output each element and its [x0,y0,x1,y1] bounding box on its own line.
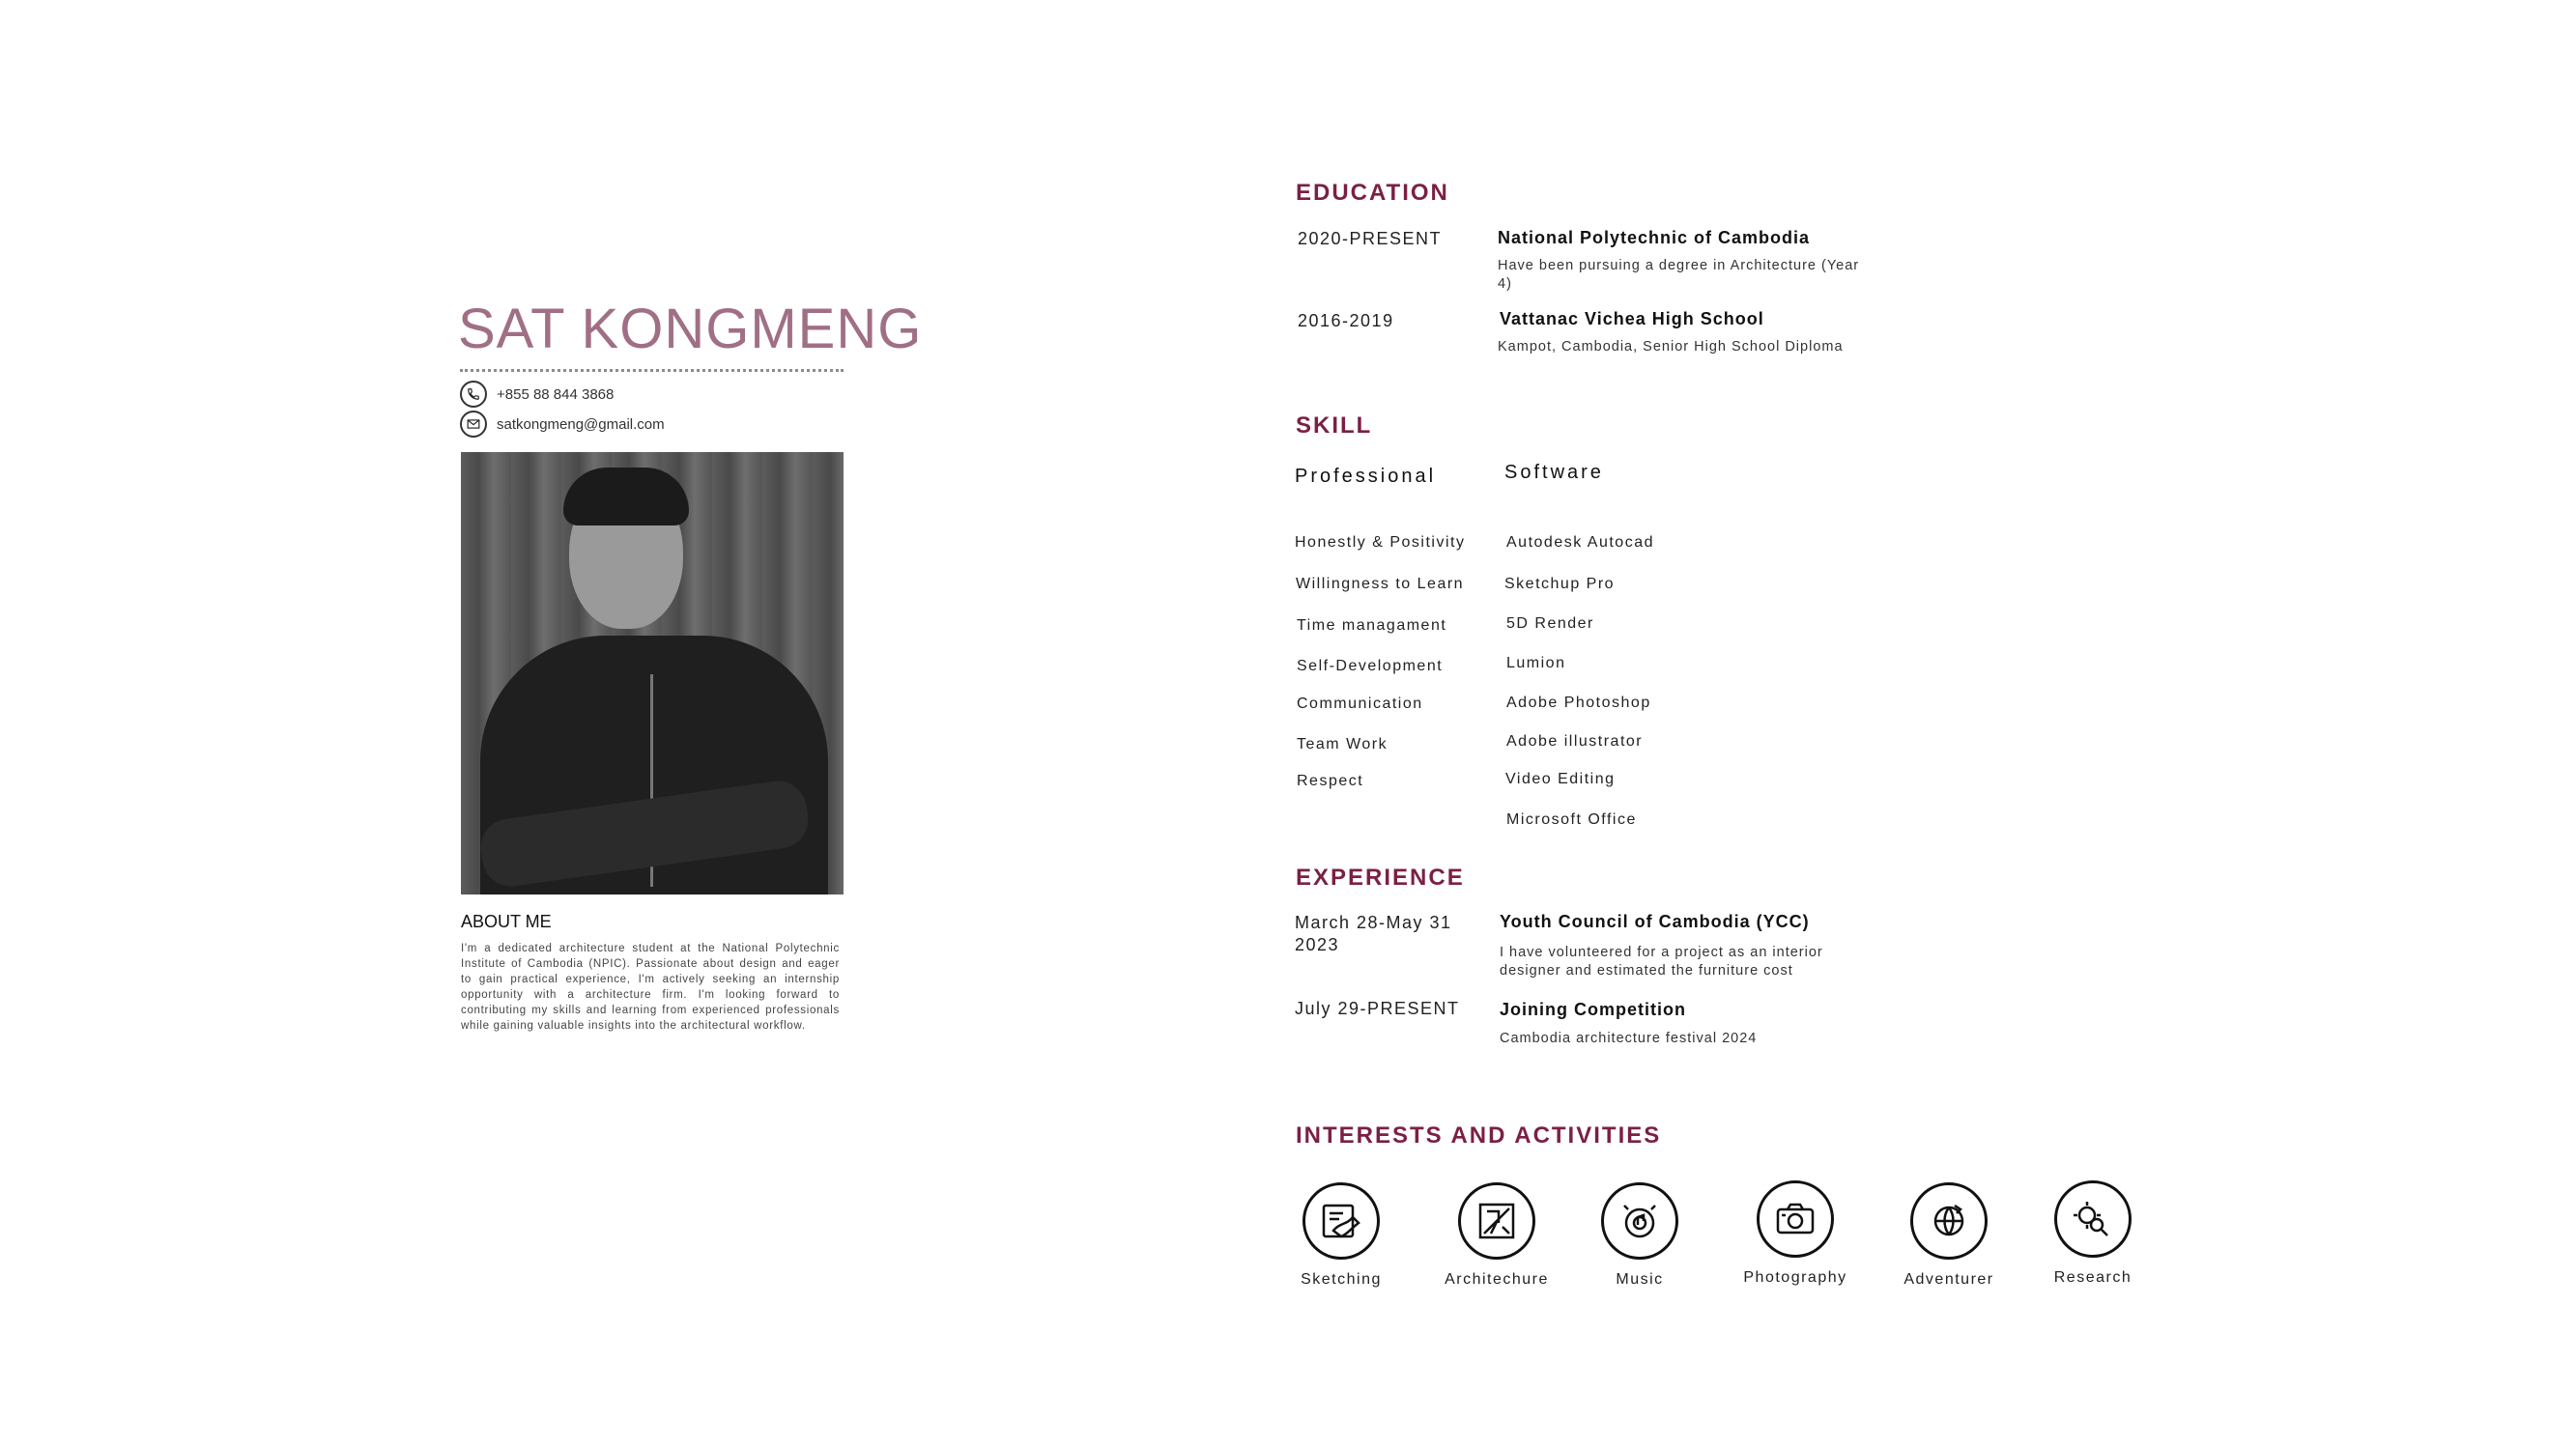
education-school: Vattanac Vichea High School [1500,309,1764,328]
software-skill-item: 5D Render [1506,615,1594,632]
music-icon [1601,1182,1678,1260]
software-skill-item: Adobe illustrator [1506,733,1644,750]
software-skill-item: Sketchup Pro [1504,576,1616,592]
software-skill-item: Autodesk Autocad [1506,534,1654,551]
professional-skill-item: Communication [1297,696,1423,712]
interest-photography [1728,1180,1863,1287]
architecture-icon [1458,1182,1535,1260]
experience-date: July 29-PRESENT [1295,999,1460,1018]
software-skills-heading: Software [1504,462,1604,483]
professional-skills-heading: Professional [1295,466,1437,487]
education-date: 2020-PRESENT [1298,229,1443,248]
software-skill-item: Adobe Photoshop [1506,695,1651,711]
professional-skill-item: Willingness to Learn [1296,576,1465,592]
education-description: Have been pursuing a degree in Architecture (Year 4) [1498,258,1860,292]
interest-music [1572,1182,1707,1289]
email-icon [460,411,487,438]
experience-description: I have volunteered for a project as an interior designer and estimated the furniture cost [1500,945,1823,979]
professional-skill-item: Team Work [1297,736,1388,752]
experience-description: Cambodia architecture festival 2024 [1500,1031,1758,1046]
interest-label: Photography [1743,1269,1847,1286]
education-date: 2016-2019 [1298,311,1394,330]
interest-label: Adventurer [1903,1271,1994,1288]
software-skill-item: Microsoft Office [1506,811,1637,828]
experience-date: March 28-May 31 2023 [1295,913,1452,954]
interest-label: Research [2053,1269,2132,1286]
interests-title: INTERESTS AND ACTIVITIES [1296,1122,1662,1149]
profile-photo [461,452,844,894]
research-icon [2054,1180,2132,1258]
interest-label: Architechure [1445,1271,1549,1288]
interest-sketching [1274,1182,1409,1289]
professional-skill-item: Self-Development [1297,658,1444,674]
education-school: National Polytechnic of Cambodia [1498,228,1811,247]
contact-email [460,411,665,438]
experience-org: Joining Competition [1500,1000,1686,1019]
name-divider [460,369,844,372]
skill-title: SKILL [1296,412,1373,439]
software-skill-item: Lumion [1506,655,1566,671]
professional-skill-item: Honestly & Positivity [1295,534,1466,551]
professional-skill-item: Time managament [1297,617,1447,634]
about-text: I'm a dedicated architecture student at the National Polytechnic Institute of Cambodia (NPIC). Passionate about design and eager to gain practical experience, I'm actively seeking an internship opportunity with a architecture firm. I'm looking forward to contributing my skills and learning from experienced professionals while gaining valuable insights into the architectural workflow. [461,943,840,1032]
sketching-icon [1302,1182,1380,1260]
professional-skill-item: Respect [1297,773,1364,789]
resume-name: SAT KONGMENG [458,298,923,360]
education-description: Kampot, Cambodia, Senior High School Diploma [1498,339,1844,355]
phone-icon [460,381,487,408]
about-title: ABOUT ME [461,912,552,931]
email-address: satkongmeng@gmail.com [497,415,665,433]
camera-icon [1757,1180,1834,1258]
software-skill-item: Video Editing [1505,771,1616,787]
adventurer-icon [1910,1182,1988,1260]
interest-adventurer [1881,1182,2017,1289]
education-title: EDUCATION [1296,180,1449,206]
interest-label: Music [1616,1271,1664,1288]
contact-phone [460,381,614,408]
experience-org: Youth Council of Cambodia (YCC) [1500,912,1810,931]
interest-architecture [1429,1182,1564,1289]
interest-label: Sketching [1301,1271,1382,1288]
phone-number: +855 88 844 3868 [497,385,615,403]
interest-research [2025,1180,2161,1287]
experience-title: EXPERIENCE [1296,865,1465,891]
